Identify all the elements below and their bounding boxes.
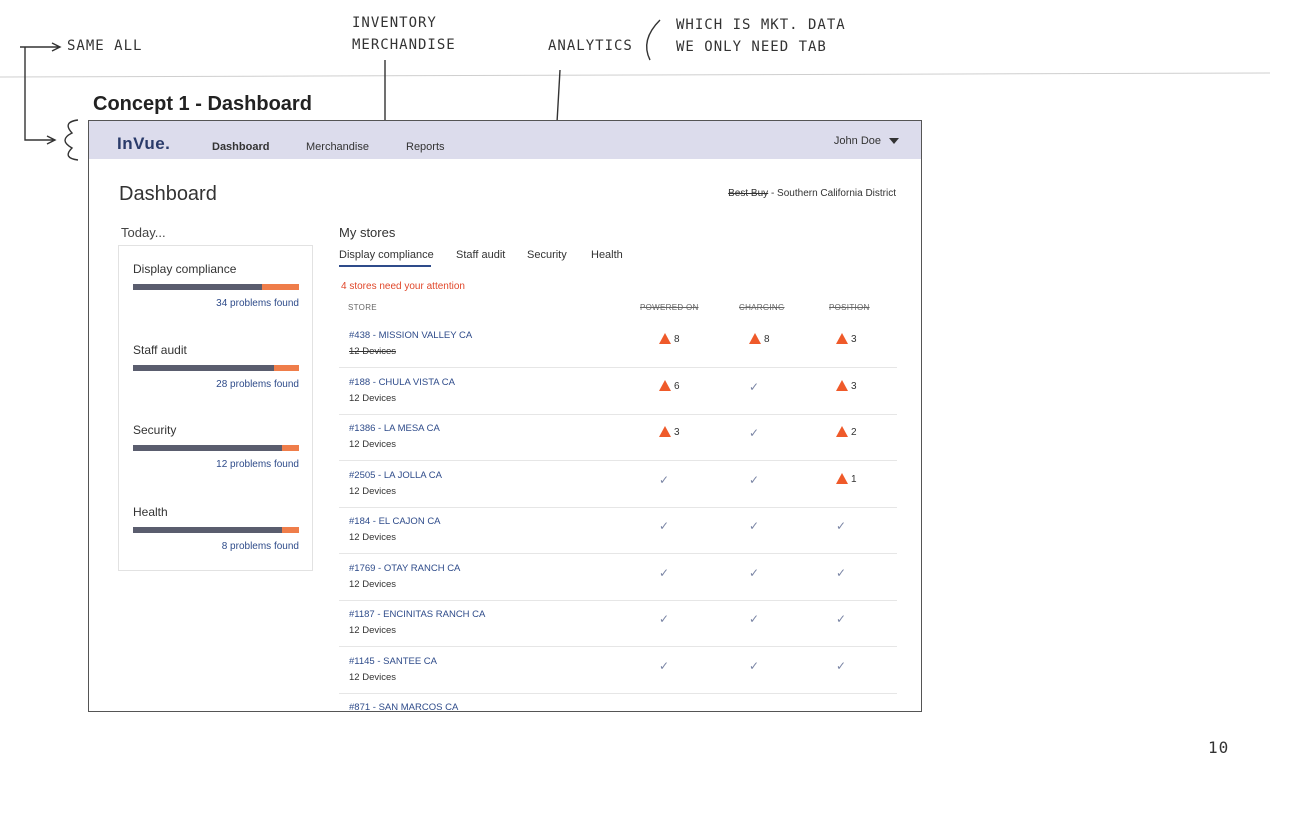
issue-count: 3	[674, 427, 680, 438]
nav-dashboard[interactable]: Dashboard	[212, 141, 270, 153]
check-icon	[659, 612, 669, 626]
check-icon	[749, 566, 759, 580]
check-icon	[749, 426, 759, 440]
check-icon	[749, 659, 759, 673]
warning-cell	[836, 333, 857, 345]
check-icon	[836, 519, 846, 533]
note-same-all: SAME ALL	[67, 38, 143, 54]
store-name-link[interactable]: #1769 - OTAY RANCH CA	[349, 562, 461, 574]
progress-fill	[282, 527, 299, 533]
check-icon	[749, 473, 759, 487]
summary-count[interactable]: 8 problems found	[221, 541, 299, 552]
warning-icon	[659, 426, 671, 437]
tab-staff-audit[interactable]: Staff audit	[456, 249, 506, 261]
summary-count[interactable]: 12 problems found	[216, 459, 299, 470]
check-mark-icon: ✓	[836, 658, 847, 673]
check-icon	[659, 659, 669, 673]
check-mark-icon: ✓	[836, 565, 847, 580]
check-mark-icon: ✓	[659, 519, 670, 533]
check-icon	[659, 566, 669, 580]
table-row[interactable]	[339, 414, 897, 461]
device-count: 12 Devices	[349, 485, 396, 497]
summary-health[interactable]	[133, 505, 299, 552]
check-mark-icon: ✓	[749, 472, 760, 487]
check-icon	[659, 473, 669, 487]
check-mark-icon: ✓	[749, 426, 760, 440]
col-powered-on: POWERED ON	[640, 303, 699, 312]
warning-cell	[836, 380, 857, 392]
check-mark-icon: ✓	[836, 612, 847, 626]
user-name: John Doe	[833, 135, 881, 147]
warning-icon	[749, 333, 761, 344]
store-name-link[interactable]: #438 - MISSION VALLEY CA	[349, 330, 473, 341]
check-icon	[836, 659, 846, 673]
check-mark-icon: ✓	[836, 519, 847, 533]
district-name: - Southern California District	[768, 188, 896, 199]
user-menu[interactable]	[834, 135, 899, 147]
issue-count: 8	[674, 334, 680, 345]
check-icon	[836, 566, 846, 580]
check-icon	[659, 519, 669, 533]
table-row[interactable]	[339, 461, 897, 508]
table-row[interactable]	[339, 368, 897, 415]
store-name-link[interactable]: #188 - CHULA VISTA CA	[349, 376, 455, 388]
warning-cell	[659, 380, 680, 392]
summary-label: Security	[133, 423, 177, 437]
note-analytics: ANALYTICS	[548, 38, 633, 54]
top-nav	[89, 121, 921, 159]
warning-cell	[659, 426, 680, 438]
table-row[interactable]	[339, 321, 897, 368]
check-icon	[749, 612, 759, 626]
progress-bar	[133, 284, 299, 290]
summary-label: Staff audit	[133, 343, 187, 357]
page-title: Concept 1 - Dashboard	[93, 93, 312, 115]
device-count: 12 Devices	[349, 578, 396, 590]
invue-logo[interactable]: InVue.	[117, 134, 171, 153]
warning-icon	[836, 426, 848, 437]
summary-count[interactable]: 28 problems found	[216, 379, 299, 390]
dashboard-mockup	[88, 120, 922, 712]
check-mark-icon: ✓	[749, 379, 760, 394]
store-name-link[interactable]: #1145 - SANTEE CA	[349, 655, 438, 667]
check-mark-icon: ✓	[749, 519, 760, 533]
issue-count: 6	[674, 380, 680, 392]
issue-count: 3	[851, 380, 857, 392]
my-stores-heading: My stores	[339, 225, 396, 240]
chevron-down-icon	[889, 138, 899, 144]
progress-fill	[274, 365, 299, 371]
store-name-link[interactable]: #871 - SAN MARCOS CA	[349, 702, 459, 712]
device-count: 12 Devices	[349, 532, 396, 543]
check-mark-icon: ✓	[659, 658, 670, 673]
dashboard-heading: Dashboard	[119, 183, 217, 205]
summary-label: Health	[133, 505, 168, 519]
device-count: 12 Devices	[349, 439, 396, 450]
warning-icon	[836, 333, 848, 344]
issue-count: 2	[851, 427, 857, 438]
nav-merchandise[interactable]: Merchandise	[306, 141, 369, 153]
col-charging: CHARGING	[739, 303, 785, 312]
check-mark-icon: ✓	[659, 565, 670, 580]
device-count: 12 Devices	[349, 392, 396, 404]
check-mark-icon: ✓	[659, 472, 670, 487]
active-tab-indicator	[339, 265, 431, 267]
device-count: 12 Devices	[349, 671, 396, 683]
issue-count: 3	[851, 334, 857, 345]
progress-fill	[282, 445, 299, 451]
issue-count: 8	[764, 334, 770, 345]
check-mark-icon: ✓	[659, 612, 670, 626]
progress-bar	[133, 365, 299, 371]
district-label	[728, 188, 896, 199]
device-count: 12 Devices	[349, 346, 396, 357]
page-number: 10	[1208, 738, 1230, 757]
check-mark-icon: ✓	[749, 658, 760, 673]
note-mkt-data: WHICH IS MKT. DATA WE ONLY NEED TAB	[676, 17, 846, 55]
table-row[interactable]	[339, 600, 897, 647]
summary-label: Display compliance	[133, 262, 237, 276]
warning-cell	[836, 426, 857, 438]
store-name-link[interactable]: #2505 - LA JOLLA CA	[349, 469, 442, 481]
summary-count[interactable]: 34 problems found	[216, 298, 299, 309]
note-inventory-merchandise: INVENTORY MERCHANDISE	[352, 15, 456, 53]
check-icon	[749, 519, 759, 533]
store-name-link[interactable]: #1386 - LA MESA CA	[349, 423, 440, 434]
device-count: 12 Devices	[349, 625, 396, 636]
warning-cell	[659, 333, 680, 345]
store-name-link[interactable]: #1187 - ENCINITAS RANCH CA	[349, 609, 486, 620]
progress-fill	[262, 284, 299, 290]
table-row[interactable]	[339, 693, 897, 712]
tab-health[interactable]: Health	[591, 249, 623, 261]
table-row[interactable]	[339, 647, 897, 694]
summary-staff-audit[interactable]	[133, 343, 299, 390]
progress-bar	[133, 527, 299, 533]
check-icon	[749, 380, 759, 394]
warning-cell	[749, 333, 770, 345]
warning-icon	[836, 380, 848, 391]
warning-icon	[659, 380, 671, 391]
issue-count: 1	[851, 473, 857, 485]
district-brand: Best Buy	[728, 188, 769, 199]
warning-icon	[659, 333, 671, 344]
table-row[interactable]	[339, 554, 897, 601]
summary-display-compliance[interactable]	[133, 262, 299, 309]
table-row[interactable]	[339, 507, 897, 554]
nav-reports[interactable]: Reports	[406, 141, 445, 153]
check-mark-icon: ✓	[749, 612, 760, 626]
summary-security[interactable]	[133, 423, 299, 470]
warning-icon	[836, 473, 848, 484]
progress-bar	[133, 445, 299, 451]
col-position: POSITION	[829, 303, 870, 312]
check-icon	[836, 612, 846, 626]
warning-cell	[836, 473, 857, 485]
attention-alert: 4 stores need your attention	[341, 281, 465, 292]
tab-security[interactable]: Security	[527, 249, 567, 261]
today-label: Today...	[121, 225, 166, 240]
summary-panel	[118, 245, 313, 571]
tab-display-compliance[interactable]: Display compliance	[339, 249, 434, 261]
store-name-link[interactable]: #184 - EL CAJON CA	[349, 516, 441, 527]
check-mark-icon: ✓	[749, 565, 760, 580]
col-store: STORE	[348, 303, 377, 312]
